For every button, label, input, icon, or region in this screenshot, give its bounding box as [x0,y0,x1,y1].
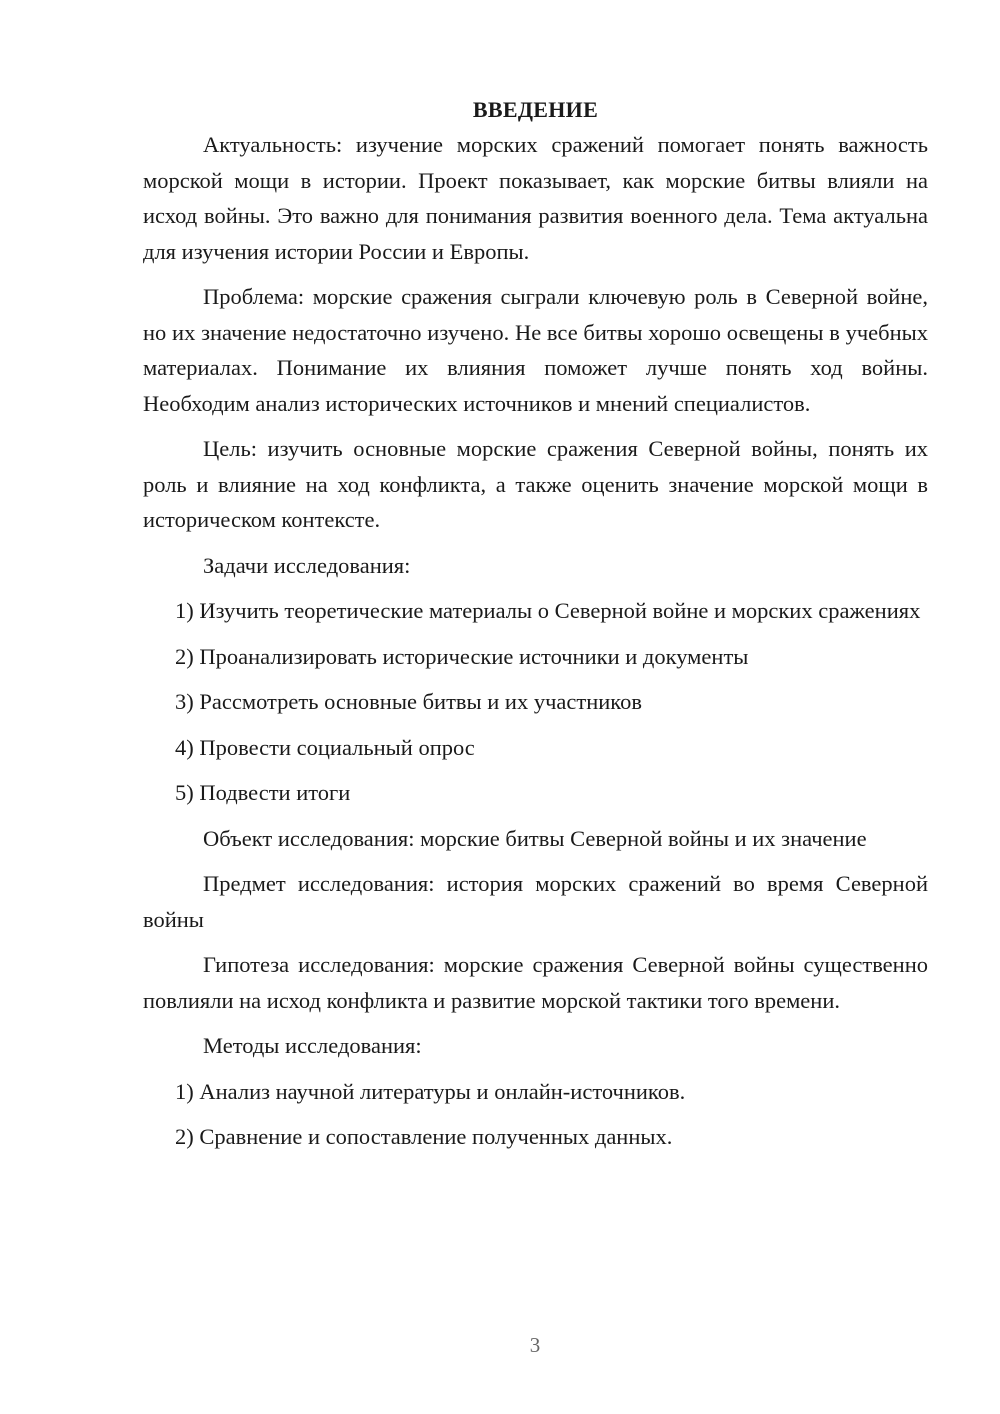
task-item: 3) Рассмотреть основные битвы и их участников [175,689,642,714]
method-item: 2) Сравнение и сопоставление полученных данных. [175,1124,673,1149]
page-number: 3 [529,1333,541,1357]
problem-paragraph: Проблема: морские сражения сыграли ключевую роль в Северной войне, но их значение недостаточно изучено. Не все битвы хорошо освещены в учебных материалах. Понимание их влияния поможет лучше понять ход войны. Необходим анализ исторических источников и мнений специалистов. [143,284,928,416]
task-item: 2) Проанализировать исторические источники и документы [175,643,749,669]
object-paragraph: Объект исследования: морские битвы Северной войны и их значение [203,825,867,851]
task-item: 1) Изучить теоретические материалы о Северной войне и морских сражениях [175,598,921,623]
task-item: 4) Провести социальный опрос [175,734,475,760]
section-title: ВВЕДЕНИЕ [472,97,599,122]
document-page [143,93,928,1165]
methods-list [143,1074,928,1155]
goal-paragraph: Цель: изучить основные морские сражения Северной войны, понять их роль и влияние на ход конфликта, а также оценить значение морской мощи в историческом контексте. [143,436,928,532]
tasks-heading: Задачи исследования: [203,552,411,578]
subject-paragraph: Предмет исследования: история морских сражений во время Северной войны [143,871,928,932]
relevance-paragraph: Актуальность: изучение морских сражений помогает понять важность морской мощи в истории. Проект показывает, как морские битвы влияли на исход войны. Это важно для понимания развития военного дела. Тема актуальна для изучения истории России и Европы. [143,132,928,264]
hypothesis-paragraph: Гипотеза исследования: морские сражения Северной войны существенно повлияли на исход конфликта и развитие морской тактики того времени. [143,952,928,1013]
tasks-list [143,593,928,811]
methods-heading: Методы исследования: [203,1033,422,1058]
task-item: 5) Подвести итоги [175,780,351,805]
method-item: 1) Анализ научной литературы и онлайн-источников. [175,1078,686,1104]
